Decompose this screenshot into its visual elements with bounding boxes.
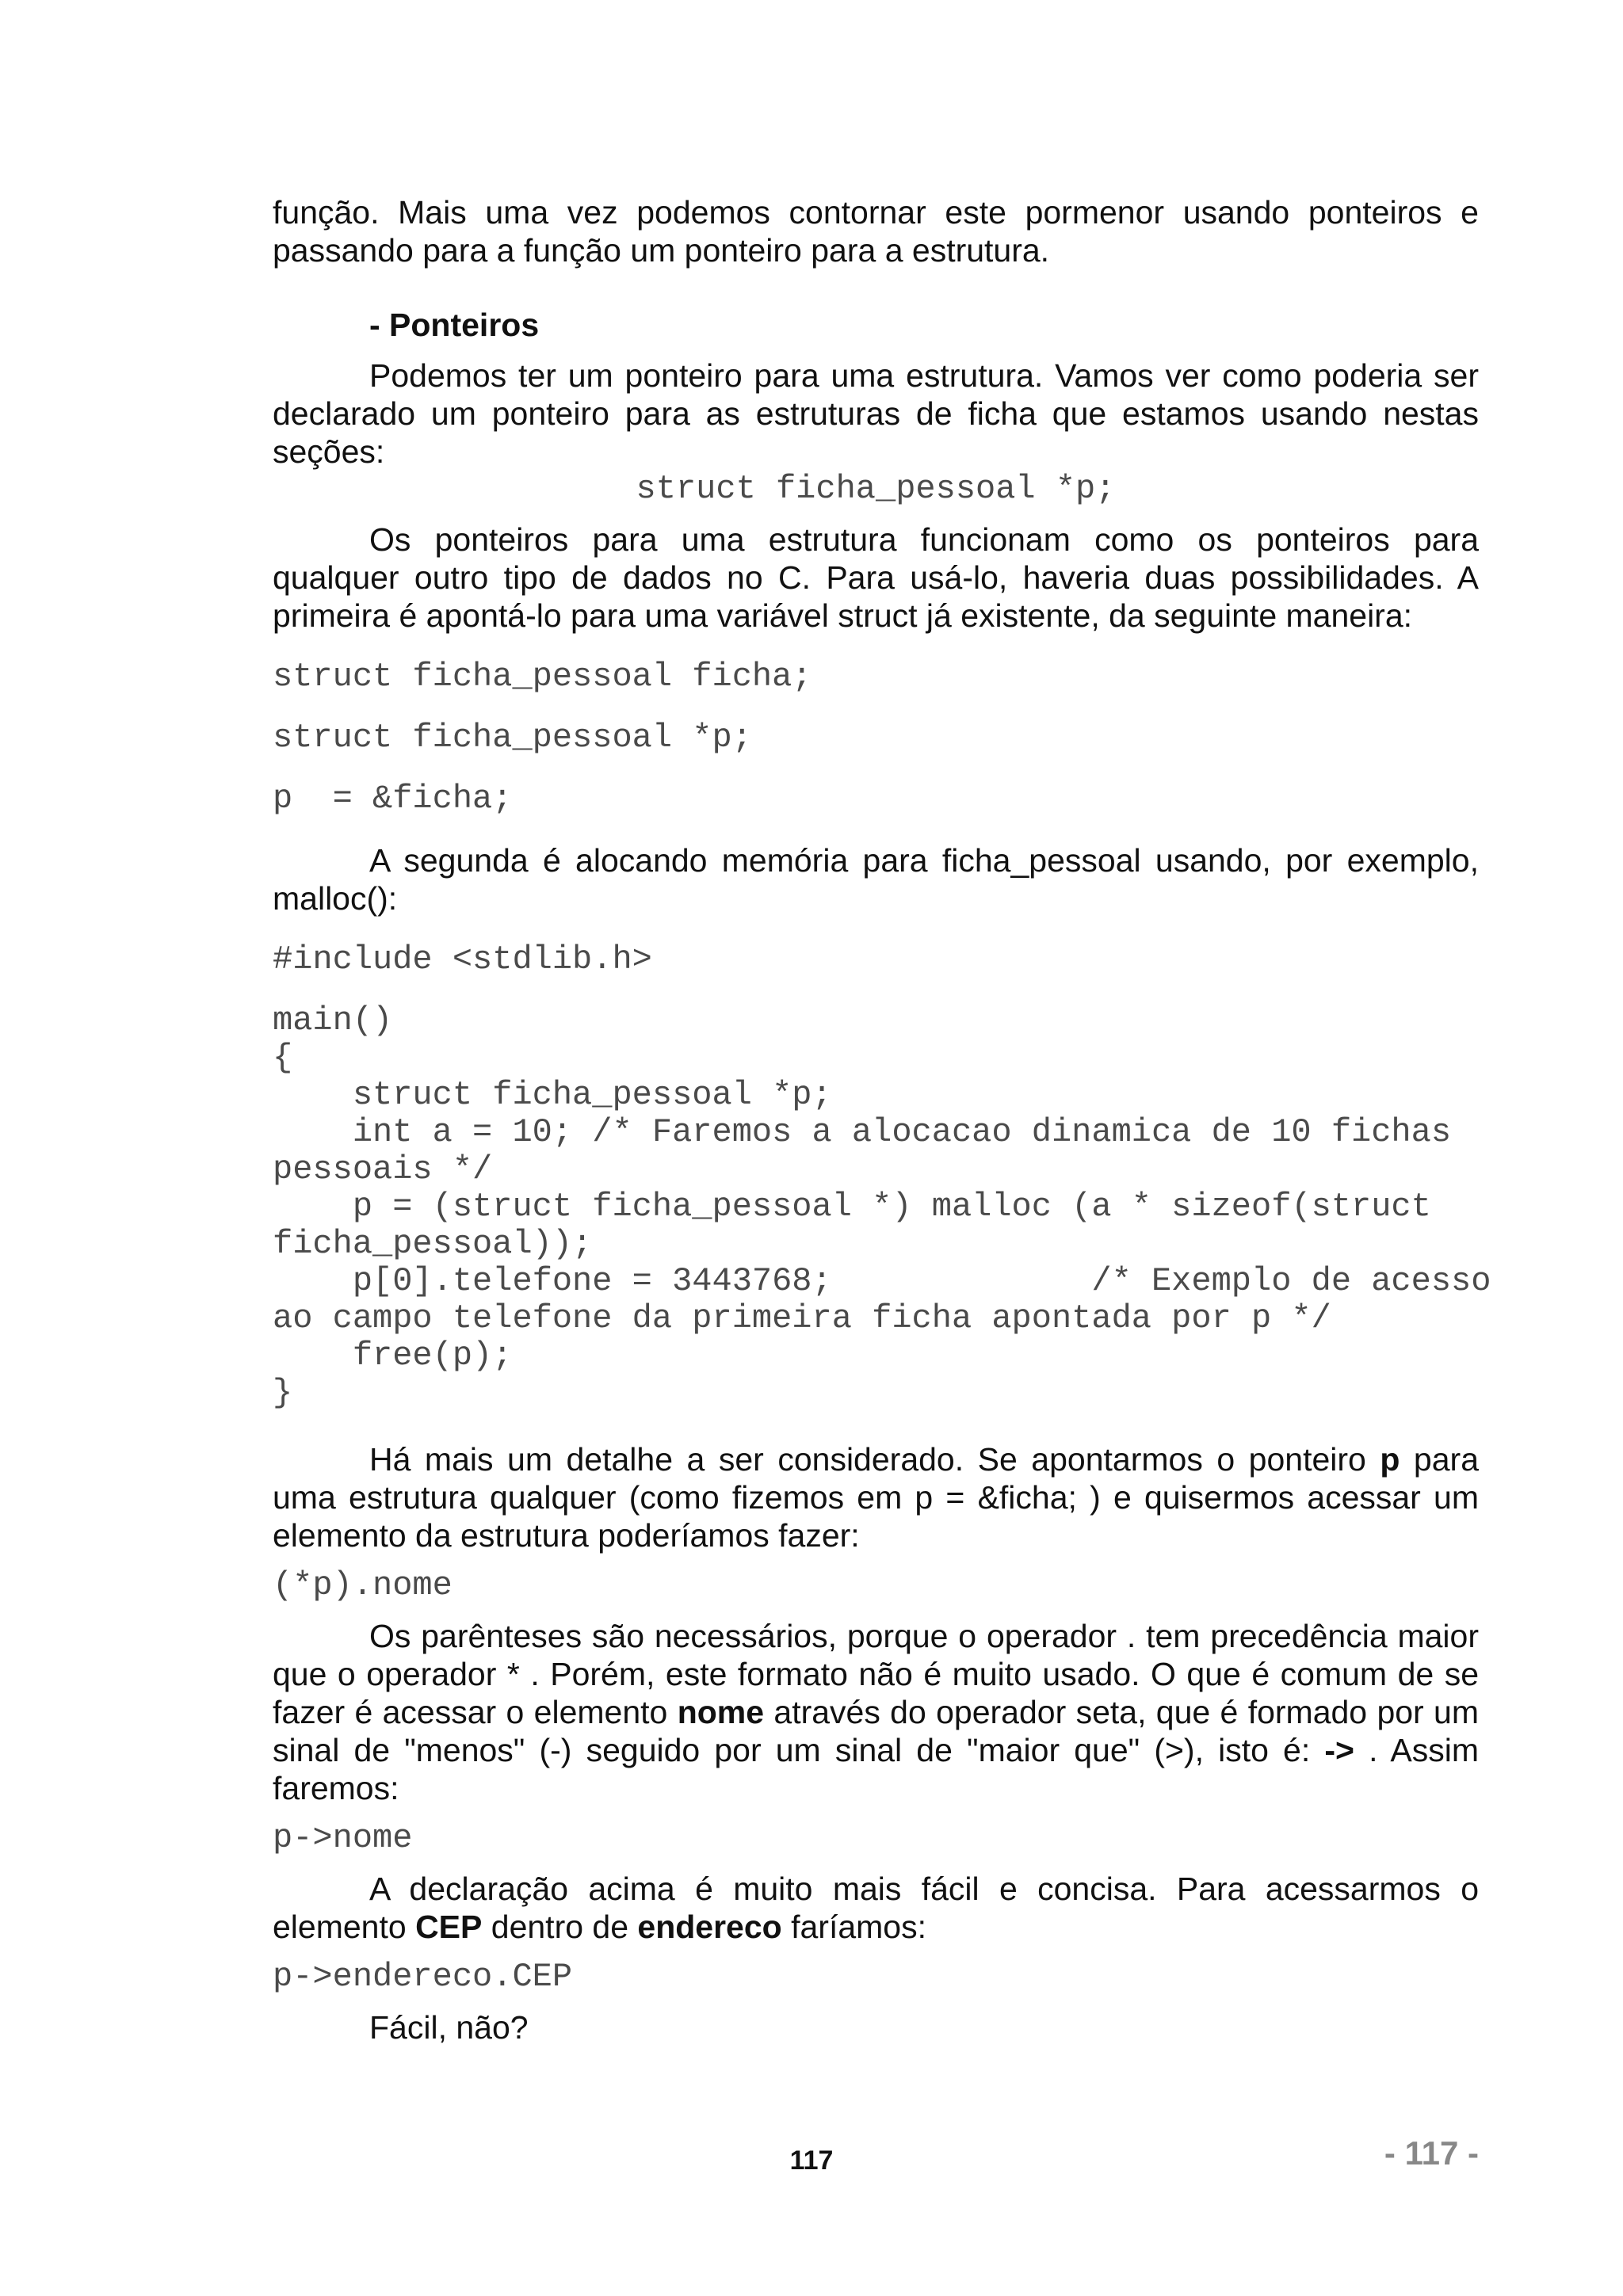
paragraph-detail [273,1440,1479,1554]
paragraph-arrow-text-1: Os parênteses são necessários, porque o operador . tem precedência maior que o operador * . Porém, este formato não é muito usado. O que é comum de se fazer é acessar o elemento [273,1618,1479,1730]
code-example-line-3: p = &ficha; [273,780,513,818]
paragraph-cep-text-3: faríamos: [781,1909,926,1945]
paragraph-arrow-text-2: através do operador seta, que é formado por um sinal de "menos" (-) seguido por um sinal de "maior que" (>), isto é: [273,1694,1479,1768]
code-example-line-2: struct ficha_pessoal *p; [273,719,752,757]
paragraph-detail-bold-p: p [1380,1441,1400,1478]
paragraph-arrow-bold-operator: -> [1324,1732,1354,1768]
code-cep: p->endereco.CEP [273,1958,573,1996]
code-dereference: (*p).nome [273,1566,453,1604]
code-declaration: struct ficha_pessoal *p; [636,470,1116,508]
paragraph-cep-text-2: dentro de [482,1909,638,1945]
paragraph-malloc: A segunda é alocando memória para ficha_pessoal usando, por exemplo, malloc(): [273,842,1479,917]
section-heading: - Ponteiros [369,307,540,343]
paragraph-arrow-bold-nome: nome [677,1694,765,1730]
code-malloc-block: main() { struct ficha_pessoal *p; int a = 10; /* Faremos a alocacao dinamica de 10 fichas pessoais */ p = (struct ficha_pessoal *) malloc (a * sizeof(struct ficha_pessoal)); p[0].telefone = 3443768; /* Exemplo de acesso ao campo telefone da primeira ficha apontada por p */ free(p); } [273,1001,1491,1412]
code-arrow: p->nome [273,1819,413,1857]
code-example-line-1: struct ficha_pessoal ficha; [273,658,812,696]
paragraph-cep-bold-endereco: endereco [637,1909,782,1945]
paragraph-intro: função. Mais uma vez podemos contornar este pormenor usando ponteiros e passando para a função um ponteiro para a estrutura. [273,194,1479,269]
paragraph-detail-text-start: Há mais um detalhe a ser considerado. Se apontarmos o ponteiro [369,1441,1381,1478]
page-number-center: 117 [789,2145,834,2176]
paragraph-cep-bold-cep: CEP [415,1909,483,1945]
paragraph-pointer-usage: Os ponteiros para uma estrutura funcionam como os ponteiros para qualquer outro tipo de dados no C. Para usá-lo, haveria duas possibilidades. A primeira é apontá-lo para uma variável struct já existente, da seguinte maneira: [273,521,1479,634]
code-include: #include <stdlib.h> [273,940,652,978]
page-body [273,193,1491,2046]
paragraph-final: Fácil, não? [369,2009,529,2046]
paragraph-detail-text-end: para uma estrutura qualquer (como fizemos em p = &ficha; ) e quisermos acessar um elemento da estrutura poderíamos fazer: [273,1441,1479,1554]
paragraph-pointer-declaration: Podemos ter um ponteiro para uma estrutura. Vamos ver como poderia ser declarado um ponteiro para as estruturas de ficha que estamos usando nestas seções: [273,357,1479,470]
paragraph-cep [273,1870,1479,1946]
paragraph-arrow-text-3: . Assim faremos: [273,1732,1479,1806]
paragraph-cep-text-1: A declaração acima é muito mais fácil e concisa. Para acessarmos o elemento [273,1871,1479,1945]
page-number-right: - 117 - [1384,2134,1479,2172]
paragraph-arrow-operator [273,1617,1479,1807]
